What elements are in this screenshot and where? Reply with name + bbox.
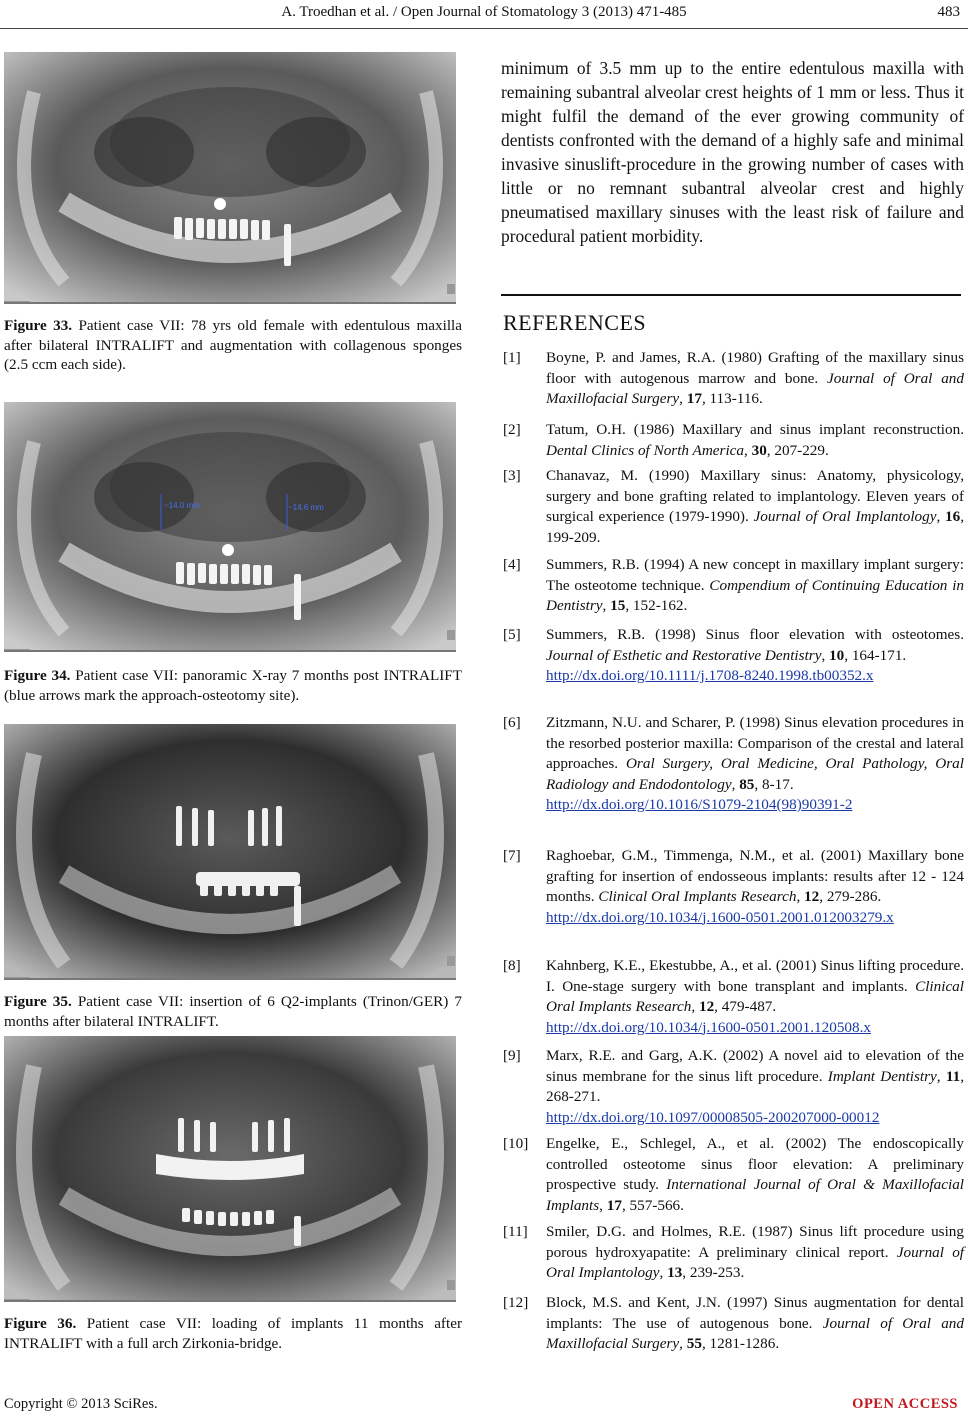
- reference-item: [1] Boyne, P. and James, R.A. (1980) Grafting of the maxillary sinus floor with autogenous marrow and bone. Journal of Oral and Maxillofacial Surgery, 17, 113-116.: [503, 349, 964, 407]
- figure-caption: [4, 992, 462, 1031]
- reference-pages: , 557-566.: [621, 1196, 684, 1214]
- reference-pages: , 1281-1286.: [701, 1335, 780, 1352]
- reference-pages: , 199-209.: [546, 508, 965, 546]
- body-paragraph: [501, 56, 964, 248]
- reference-item: [6] Zitzmann, N.U. and Scharer, P. (1998) Sinus elevation procedures in the resorbed posterior maxilla: Comparison of the crestal and lateral approaches. Oral Surgery, Oral Medicine, Oral Pathology, Oral Radiology and Endodontology, 85, 8-17. http://dx.doi.org/10.1016/S1079-2104(98)90391-2: [503, 713, 964, 816]
- reference-journal: International Journal of Oral & Maxillofacial Implants: [546, 1176, 965, 1214]
- figure-label: Figure 36.: [4, 1315, 77, 1332]
- reference-volume: 17: [606, 1196, 622, 1214]
- reference-authors: Kahnberg, K.E., Ekestubbe, A., et al. (2001) Sinus lifting procedure. I. One-stage surgery with bone transplant and implants.: [546, 957, 964, 995]
- scale-bar: [4, 301, 30, 304]
- reference-volume: 16: [945, 508, 961, 525]
- reference-number: [3]: [503, 467, 521, 484]
- scale-bar: [4, 649, 30, 652]
- reference-journal: Journal of Oral Implantology: [753, 508, 937, 525]
- reference-authors: Smiler, D.G. and Holmes, R.E. (1987) Sinus lift procedure using porous hydroxyapatite: A preliminary clinical report.: [546, 1223, 964, 1261]
- reference-number: [9]: [503, 1047, 521, 1064]
- reference-item: [12] Block, M.S. and Kent, J.N. (1997) Sinus augmentation for dental implants: The use of autogenous bone. Journal of Oral and Maxillofacial Surgery, 55, 1281-1286.: [503, 1294, 964, 1352]
- reference-volume: 17: [686, 390, 702, 407]
- reference-volume: 85: [739, 775, 755, 793]
- figure-caption-text: Patient case VII: insertion of 6 Q2-implants (Trinon/GER) 7 months after bilateral INTRALIFT.: [4, 993, 463, 1030]
- figure-caption: [4, 316, 462, 375]
- reference-item: [8] Kahnberg, K.E., Ekestubbe, A., et al. (2001) Sinus lifting procedure. I. One-stage surgery with bone transplant and implants. Clinical Oral Implants Research, 12, 479-487. http://dx.doi.org/10.1034/j.1600-0501.2001.120508.x: [503, 956, 964, 1038]
- reference-number: [5]: [503, 626, 521, 643]
- reference-authors: Summers, R.B. (1998) Sinus floor elevation with osteotomes.: [546, 626, 964, 643]
- scale-bar: [4, 1299, 30, 1302]
- reference-item: [3] Chanavaz, M. (1990) Maxillary sinus: Anatomy, physicology, surgery and bone grafting related to implantology. Eleven years of surgical experience (1979-1990). Journal of Oral Implantology, 16, 199-209.: [503, 467, 965, 546]
- reference-volume: 12: [804, 888, 820, 905]
- reference-journal: Clinical Oral Implants Research: [598, 888, 797, 905]
- reference-number: [11]: [503, 1223, 528, 1240]
- header-rule: [0, 28, 968, 29]
- reference-item: [2] Tatum, O.H. (1986) Maxillary and sinus implant reconstruction. Dental Clinics of North America, 30, 207-229.: [503, 421, 964, 459]
- reference-volume: 12: [698, 998, 715, 1015]
- reference-pages: , 113-116.: [701, 390, 763, 407]
- section-rule: [501, 294, 961, 296]
- xray-image-figure-33: [4, 52, 456, 304]
- reference-authors: Summers, R.B. (1994) A new concept in maxillary implant surgery: The osteotome technique.: [546, 556, 964, 594]
- xray-image-figure-36: [4, 1036, 456, 1302]
- reference-journal: Compendium of Continuing Education in Dentistry: [546, 576, 965, 614]
- measure-label-left: ~14.0 mm: [164, 501, 200, 510]
- measure-label-right: ~14.6 mm: [288, 503, 324, 512]
- figure-caption: [4, 1314, 462, 1353]
- footer-copyright: Copyright © 2013 SciRes.: [4, 1396, 158, 1412]
- reference-journal: Dental Clinics of North America: [546, 441, 744, 459]
- reference-volume: 30: [751, 441, 767, 459]
- reference-authors: Chanavaz, M. (1990) Maxillary sinus: Anatomy, physicology, surgery and bone grafting related to implantology. Eleven years of surgical experience (1979-1990).: [546, 467, 964, 525]
- figure-caption: [4, 666, 462, 705]
- footer-open-access: OPEN ACCESS: [852, 1396, 958, 1412]
- reference-pages: , 268-271.: [546, 1067, 964, 1105]
- reference-journal: Journal of Oral and Maxillofacial Surgery: [546, 369, 964, 407]
- reference-item: [4] Summers, R.B. (1994) A new concept in maxillary implant surgery: The osteotome technique. Compendium of Continuing Education in Dentistry, 15, 152-162.: [503, 556, 965, 614]
- reference-volume: 10: [829, 646, 845, 664]
- reference-doi-link[interactable]: http://dx.doi.org/10.1097/00008505-200207000-00012: [546, 1108, 880, 1126]
- reference-authors: Tatum, O.H. (1986) Maxillary and sinus implant reconstruction.: [546, 421, 964, 438]
- reference-number: [4]: [503, 556, 521, 573]
- page-number: 483: [937, 4, 960, 20]
- reference-number: [10]: [503, 1135, 529, 1152]
- figure-label: Figure 34.: [4, 667, 71, 684]
- reference-item: [10] Engelke, E., Schlegel, A., et al. (2002) The endoscopically controlled osteotome sinus floor elevation: A preliminary prospective study. International Journal of Oral & Maxillofacial Implants, 17, 557-566.: [503, 1135, 965, 1214]
- reference-number: [12]: [503, 1294, 529, 1311]
- page-header: [0, 4, 968, 26]
- reference-pages: , 479-487.: [714, 998, 777, 1015]
- figure-caption-text: Patient case VII: 78 yrs old female with edentulous maxilla after bilateral INTRALIFT and augmentation with collagenous sponges (2.5 ccm each side).: [4, 317, 462, 373]
- reference-journal: Journal of Oral Implantology: [546, 1243, 965, 1281]
- reference-doi-link[interactable]: http://dx.doi.org/10.1034/j.1600-0501.2001.120508.x: [546, 1018, 871, 1036]
- reference-doi-link[interactable]: http://dx.doi.org/10.1111/j.1708-8240.1998.tb00352.x: [546, 667, 874, 684]
- body-text: minimum of 3.5 mm up to the entire edentulous maxilla with remaining subantral alveolar crest heights of 1 mm or less. Thus it might fulfil the demand of the ever growing community of dentists confronted with the demand of a highly safe and minimal invasive sinuslift-procedure in the growing number of cases with little or no remnant subantral alveolar crest and highly pneumatised maxillary sinuses with the least risk of failure and procedural patient morbidity.: [501, 58, 964, 246]
- reference-doi-link[interactable]: http://dx.doi.org/10.1016/S1079-2104(98)90391-2: [546, 796, 853, 813]
- reference-authors: Block, M.S. and Kent, J.N. (1997) Sinus augmentation for dental implants: The use of autogenous bone.: [546, 1294, 964, 1332]
- reference-number: [2]: [503, 421, 521, 438]
- figure-label: Figure 35.: [4, 993, 72, 1010]
- reference-item: [7] Raghoebar, G.M., Timmenga, N.M., et al. (2001) Maxillary bone grafting for insertion of endosseous implants: results after 12 - 124 months. Clinical Oral Implants Research, 12, 279-286. http://dx.doi.org/10.1034/j.1600-0501.2001.012003279.x: [503, 846, 964, 928]
- reference-authors: Zitzmann, N.U. and Scharer, P. (1998) Sinus elevation procedures in the resorbed posterior maxilla: Comparison of the crestal and lateral approaches.: [546, 714, 964, 772]
- running-title: A. Troedhan et al. / Open Journal of Stomatology 3 (2013) 471-485: [281, 4, 687, 20]
- reference-number: [1]: [503, 349, 521, 366]
- reference-journal: Implant Dentistry: [827, 1067, 937, 1085]
- reference-number: [8]: [503, 957, 521, 974]
- reference-number: [6]: [503, 714, 521, 731]
- reference-pages: , 279-286.: [819, 888, 882, 905]
- reference-doi-link[interactable]: http://dx.doi.org/10.1034/j.1600-0501.2001.012003279.x: [546, 908, 894, 926]
- xray-image-figure-35: [4, 724, 456, 980]
- reference-volume: 11: [945, 1067, 961, 1085]
- reference-journal: Journal of Oral and Maxillofacial Surgery: [546, 1314, 964, 1352]
- reference-volume: 55: [686, 1335, 702, 1352]
- figure-caption-text: Patient case VII: panoramic X-ray 7 months post INTRALIFT (blue arrows mark the approach-osteotomy site).: [4, 667, 463, 704]
- reference-pages: , 8-17.: [754, 775, 794, 793]
- references-heading: REFERENCES: [503, 310, 647, 335]
- reference-number: [7]: [503, 847, 521, 864]
- figure-caption-text: Patient case VII: loading of implants 11 months after INTRALIFT with a full arch Zirkonia-bridge.: [4, 1315, 463, 1352]
- scale-bar: [4, 977, 30, 980]
- xray-image-figure-34: [4, 402, 456, 652]
- figure-label: Figure 33.: [4, 317, 73, 334]
- reference-pages: , 152-162.: [625, 597, 688, 614]
- reference-item: [11] Smiler, D.G. and Holmes, R.E. (1987) Sinus lift procedure using porous hydroxyapatite: A preliminary clinical report. Journal of Oral Implantology, 13, 239-253.: [503, 1223, 965, 1281]
- reference-volume: 15: [610, 597, 626, 614]
- reference-pages: , 207-229.: [766, 441, 829, 459]
- reference-pages: , 239-253.: [682, 1264, 745, 1281]
- reference-authors: Raghoebar, G.M., Timmenga, N.M., et al. (2001) Maxillary bone grafting for insertion of endosseous implants: results after 12 - 124 months.: [546, 847, 964, 905]
- reference-pages: , 164-171.: [844, 646, 907, 664]
- reference-journal: Clinical Oral Implants Research: [546, 977, 964, 1015]
- reference-authors: Marx, R.E. and Garg, A.K. (2002) A novel aid to elevation of the sinus membrane for the sinus lift procedure.: [546, 1047, 964, 1085]
- reference-journal: Oral Surgery, Oral Medicine, Oral Pathology, Oral Radiology and Endodontology: [546, 755, 964, 793]
- reference-volume: 13: [667, 1264, 683, 1281]
- reference-authors: Boyne, P. and James, R.A. (1980) Grafting of the maxillary sinus floor with autogenous marrow and bone.: [546, 349, 964, 387]
- reference-authors: Engelke, E., Schlegel, A., et al. (2002) The endoscopically controlled osteotome sinus floor elevation: A preliminary prospective study.: [546, 1135, 964, 1193]
- reference-journal: Journal of Esthetic and Restorative Dentistry: [546, 646, 822, 664]
- reference-item: [9] Marx, R.E. and Garg, A.K. (2002) A novel aid to elevation of the sinus membrane for the sinus lift procedure. Implant Dentistry, 11, 268-271. http://dx.doi.org/10.1097/00008505-200207000-00012: [503, 1046, 964, 1128]
- reference-item: [5] Summers, R.B. (1998) Sinus floor elevation with osteotomes. Journal of Esthetic and Restorative Dentistry, 10, 164-171. http://dx.doi.org/10.1111/j.1708-8240.1998.tb00352.x: [503, 625, 964, 687]
